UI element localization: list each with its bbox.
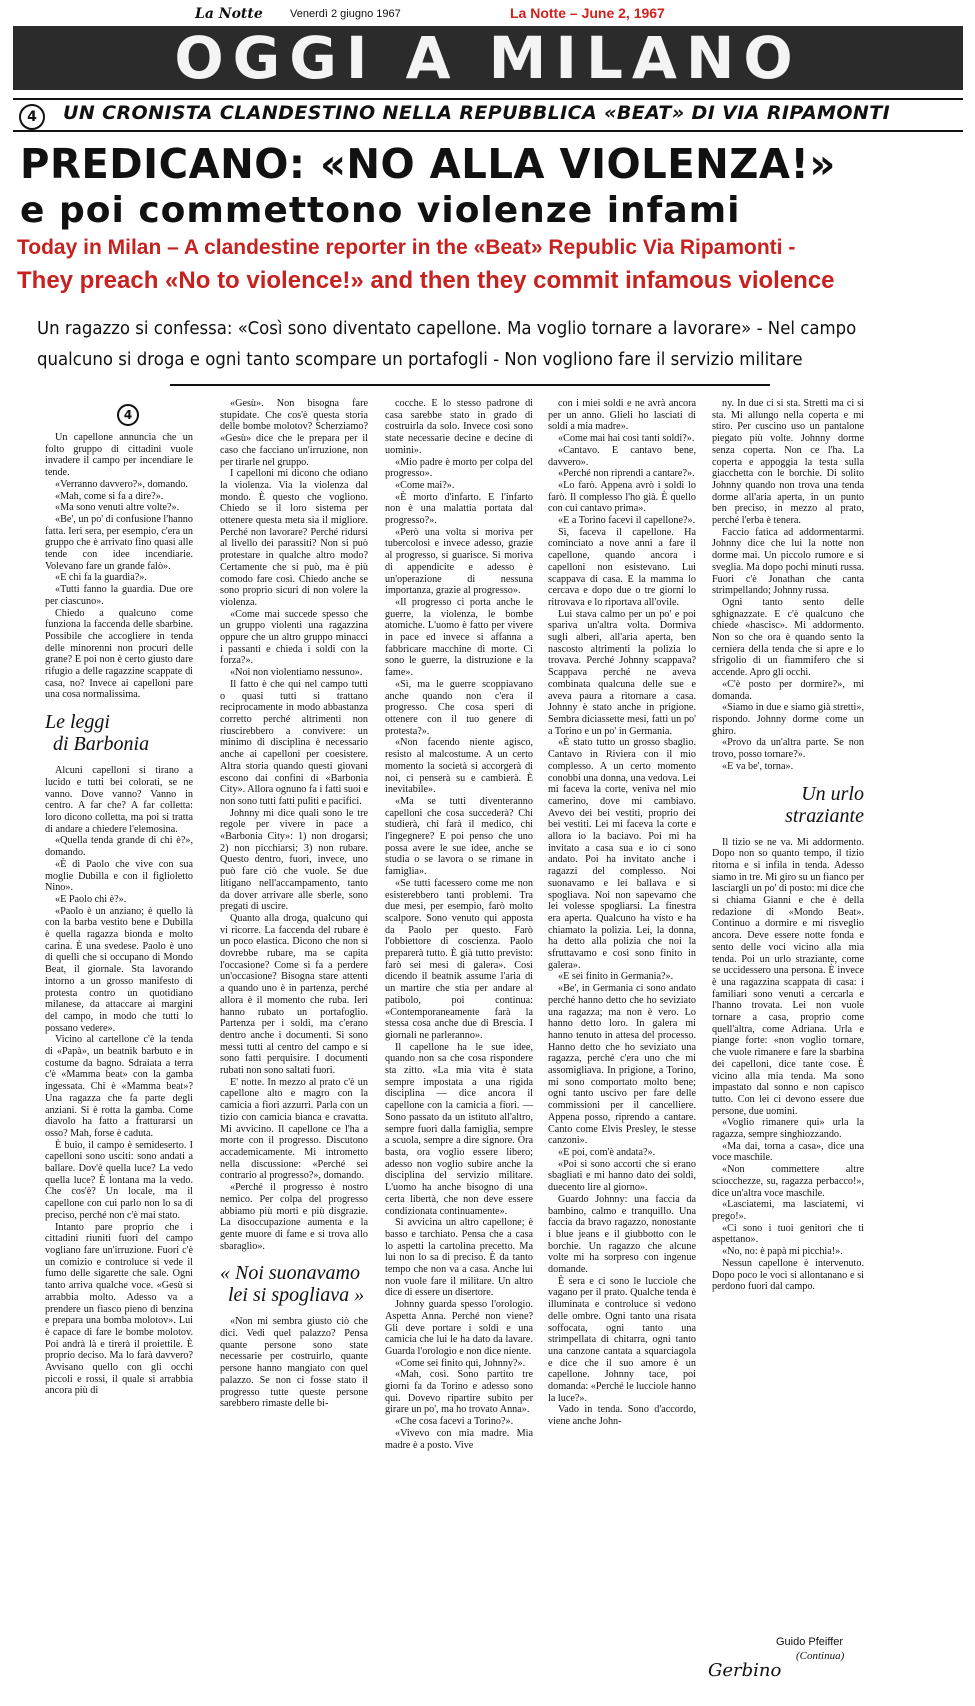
translation-line-2: They preach «No to violence!» and then they commit infamous violence — [17, 267, 835, 294]
article-paragraph: con i miei soldi e ne avrà ancora per un anno. Glieli ho lasciati di soldi a mia madre». — [548, 398, 696, 433]
article-paragraph: «Lasciatemi, ma lasciatemi, vi prego!». — [712, 1199, 864, 1222]
section-heading-line: Un urlo — [801, 782, 864, 805]
section-heading-leggi-barbonia — [45, 711, 193, 755]
article-paragraph: «Ma dai, torna a casa», dice una voce maschile. — [712, 1140, 864, 1164]
article-paragraph: «Poi si sono accorti che si erano sbagliati e mi hanno dato dei soldi, duecento lire al giorno». — [548, 1158, 696, 1194]
article-paragraph: Un capellone annuncia che un folto gruppo di cittadini vuole invadere il campo per incendiare le tende. — [45, 432, 193, 479]
article-paragraph: È buio, il campo è semideserto. I capelloni sono usciti: sono andati a ballare. Dov'è quella luce? La vedo quella luce? È lontana ma la vedo. Che cos'è? Un locale, ma il capellone con cui parlo non lo sa di preciso, perché non c'è mai stato. — [45, 1139, 193, 1221]
masthead — [0, 0, 975, 24]
article-paragraph: «Sì, ma le guerre scoppiavano anche quando non c'era il progresso. Che cosa speri di ottenere con il tuo genere di protesta?». — [385, 678, 533, 737]
article-column-2 — [220, 398, 368, 1696]
article-paragraph: «Come sei finito qui, Johnny?». — [395, 1357, 526, 1369]
article-column-3 — [385, 398, 533, 1696]
article-paragraph: Ogni tanto sento delle sghignazzate. E c'è qualcuno che chiede «hascisc». Mi addormento. Non so che ora è quando sento la cerniera della tenda che si apre e lo sfrigolio di un fiammifero che si accende. Apro gli occhi. — [712, 596, 864, 679]
article-paragraph: Vicino al cartellone c'è la tenda di «Papà», un beatnik barbuto e in costume da bagno. Sdraiata a terra c'è «Mamma beat» con la gamba ingessata. Chi è «Mamma beat»? Una ragazza che fa parte degli anziani. Si è rotta la gamba. Come diavolo ha fatto a fratturarsi un osso? Mah, forse è caduta. — [45, 1034, 193, 1139]
article-paragraph: «Tutti fanno la guardia. Due ore per ciascuno». — [45, 584, 193, 607]
article-paragraph: Johnny mi dice quali sono le tre regole per vivere in pace a «Barbonia City»: 1) non drogarsi; 2) non picchiarsi; 3) non rubare. Questo dentro, fuori, invece, uno può fare ciò che vuole. Se due litigano nell'accampamento, tanto da dover arrivare alle sberle, sono pregati di uscire. — [220, 807, 368, 913]
article-paragraph: «È di Paolo che vive con sua moglie Dubilla e con il figlioletto Nino». — [45, 858, 193, 894]
article-paragraph: Il tizio se ne va. Mi addormento. Dopo non so quanto tempo, il tizio ritorna e si infila in tenda. Adesso siamo in tre. Mi giro su un fianco per lasciargli un po' di posto: mi dice che si chiama Gianni e che è della redazione di «Mondo Beat». Continuo a dormire e mi risveglio ancora. Deve essere notte fonda e sento delle voci vicino alla mia tenda. Poi un urlo straziante, come se uccidessero una persona. È invece è una ragazzina scappata di casa: i familiari sono venuti a cercarla e l'hanno trovata. Lei non vuole tornare a casa, proprio come quell'altra, come Adriana. Urla e piange forte: «non voglio tornare, che vuole rimanere e fare la sbarbina dei capelloni, dice tante cose. È vicino alla mia tenda. Ma sono impastato dal sonno e non capisco tutto. Con lei ci devono essere due persone, due uomini. — [712, 836, 864, 1117]
article-paragraph: «Quella tenda grande di chi è?», domando. — [45, 835, 193, 859]
article-paragraph: È sera e ci sono le lucciole che vagano per il prato. Qualche tenda è illuminata e controluce si vedono delle ombre. Ogni tanto una risata soffocata, ogni tanto una strimpellata di chitarra, ogni tanto una canzone cantata a squarciagola e dice che il suo amore è un capellone. Johnny tace, poi domanda: «Perché le lucciole hanno la luce?». — [548, 1275, 696, 1404]
deck-line-2: qualcuno si droga e ogni tanto scompare un portafogli - Non vogliono fare il servizio militare — [37, 349, 803, 370]
article-paragraph: «Mah, così. Sono partito tre giorni fa da Torino e adesso sono qui. Dovevo ripartire subito per girare un po', ma ho trovato Anna». — [385, 1369, 533, 1416]
article-paragraph: Guardo Johnny: una faccia da bambino, calmo e tranquillo. Una faccia da bravo ragazzo, nonostante i blue jeans e il giubbotto con le borchie. Un ragazzo che alcune volte mi ha sorpreso con ingenue domande. — [548, 1193, 696, 1276]
column-2-paragraphs — [220, 398, 368, 1252]
article-paragraph: Vado in tenda. Sono d'accordo, viene anche John- — [548, 1404, 696, 1428]
section-heading-noi-suonavamo — [220, 1262, 368, 1306]
article-paragraph: «Non commettere altre sciocchezze, su, ragazza perbacco!», dice un'altra voce maschile. — [712, 1164, 864, 1199]
section-heading-line: straziante — [785, 804, 864, 827]
article-paragraph: Johnny guarda spesso l'orologio. Aspetta Anna. Perché non viene? Gli deve portare i soldi e una camicia che lui le ha dato da lavare. Guarda l'orologio e non dice niente. — [385, 1299, 533, 1357]
section-heading-line: di Barbonia — [53, 733, 150, 756]
article-paragraph: «Lo farò. Appena avrò i soldi lo farò. Il complesso l'ho già. È quello con cui cantavo prima». — [548, 479, 696, 515]
article-paragraph: Si avvicina un altro capellone; è basso e tarchiato. Pensa che a casa lo aspetti la cartolina precetto. Ma lui non lo sa di preciso. È da tanto tempo che non va a casa. Anche lui non vuole fare il militare. Un altro dice di essere un disertore. — [385, 1217, 533, 1299]
deck-line-1: Un ragazzo si confessa: «Così sono diventato capellone. Ma voglio tornare a lavorare» - Nel campo — [37, 318, 857, 339]
masthead-date: Venerdì 2 giugno 1967 — [290, 8, 401, 20]
article-paragraph: Intanto pare proprio che i cittadini riuniti fuori del campo vogliano fare un'irruzione. Fuori c'è un comizio e controluce si vede il fumo delle sigarette che sale. Ogni tanto arriva qualche voce. «Gesù si arrabbia molto. Adesso va a prendere un fiasco pieno di benzina e prepara una bomba molotov». Lui è capace di fare le bombe molotov. Poi andrà là e tirerà il proiettile. È proprio deciso. Ma lo farà davvero? Avvisano quello con gli occhi piccoli e rossi, il quale si arrabbia ancora più di — [45, 1221, 193, 1397]
headline-line-1: PREDICANO: «NO ALLA VIOLENZA!» — [20, 140, 836, 188]
column-1b-paragraphs — [45, 765, 193, 1397]
section-heading-line: « Noi suonavamo — [220, 1262, 360, 1285]
section-banner — [13, 26, 963, 90]
column-5b-paragraphs — [712, 837, 864, 1293]
continued-note: (Continua) — [796, 1650, 845, 1662]
article-paragraph: «Il progresso ci porta anche le guerre, la violenza, le bombe atomiche. L'uomo è fatto per vivere in pace ed invece si affanna a fabbricare macchine di morte. Ci sono le guerre, la distruzione e la fame». — [385, 596, 533, 679]
article-column-1 — [45, 398, 193, 1696]
divider-rule — [170, 384, 770, 386]
article-paragraph: «Ma se tutti diventeranno capelloni che cosa succederà? Chi studierà, chi farà il medico, chi l'ingegnere? E poi penso che uno possa avere le sue idee, anche se studia o se lavora o se rimane in famiglia». — [385, 795, 533, 878]
article-paragraph: «Vivevo con mia madre. Mia madre è a posto. Vive — [385, 1427, 533, 1451]
article-paragraph: «Ma sono venuti altre volte?». — [55, 502, 180, 514]
article-paragraph: «Che cosa facevi a Torino?». — [395, 1416, 514, 1428]
article-paragraph: «Come mai hai così tanti soldi?». — [558, 433, 695, 445]
article-paragraph: E' notte. In mezzo al prato c'è un capellone alto e magro con la camicia a fiori azzurri. Parla con un tizio con camicia bianca e cravatta. Mi avvicino. Il capellone ce l'ha a morte con il progresso. Discutono accademicamente. Mi intrometto nella discussione: «Perché sei contrario al progresso?», domando. — [220, 1076, 368, 1182]
article-paragraph: «Provo da un'altra parte. Se non trovo, posso tornare?». — [712, 737, 864, 761]
article-paragraph: «E Paolo chi è?». — [55, 893, 127, 905]
column-3-paragraphs — [385, 398, 533, 1451]
section-heading-line: Le leggi — [45, 711, 110, 734]
article-paragraph: «Perché il progresso è nostro nemico. Per colpa del progresso abbiamo più morti e più disgrazie. La disoccupazione aumenta e la gente muore di fame e si trova allo sbaraglio». — [220, 1182, 368, 1252]
article-paragraph: Il fatto è che qui nel campo tutti o quasi tutti si trattano reciprocamente in modo abbastanza corretto perché altrimenti non riuscirebbero a convivere: un minimo di disciplina è necessario anche ai capelloni per coesistere. Altra storia quando questi giovani escono dai confini di «Barbonia City». Allora ognuno fa i fatti suoi e non sono tutti fatti puliti e pacifici. — [220, 678, 368, 807]
author-signature: Guido Pfeiffer — [776, 1636, 844, 1648]
article-paragraph: «Come mai succede spesso che un gruppo violenti una ragazzina oppure che un altro gruppo minacci i passanti e chieda i soldi con la forza?». — [220, 608, 368, 667]
handwritten-stamp: Gerbino — [708, 1660, 782, 1681]
article-paragraph: «E va be', torna». — [722, 760, 794, 772]
article-paragraph: «Voglio rimanere qui» urla la ragazza, sempre singhiozzando. — [712, 1117, 864, 1141]
article-paragraph: «E poi, com'è andata?». — [558, 1147, 656, 1158]
article-paragraph: «E chi fa la guardia?». — [55, 572, 147, 584]
column-4-paragraphs — [548, 398, 696, 1428]
article-paragraph: I capelloni mi dicono che odiano la violenza. Via la violenza dal mondo. È questo che vogliono. Chiedo se il loro sistema per ottenere questa meta sia il migliore. Perché non lavorare? Perché ridursi al livello dei parassiti? Non si può protestare in qualche altro modo? Certamente che si può, ma è più comodo fare così. Chiedo anche se sono proprio sicuri di non volere la violenza. — [220, 468, 368, 608]
article-column-4 — [548, 398, 696, 1696]
article-paragraph: «No, no: è papà mi picchia!». — [722, 1246, 843, 1258]
subhead-text: UN CRONISTA CLANDESTINO NELLA REPUBBLICA «BEAT» DI VIA RIPAMONTI — [63, 102, 891, 124]
article-paragraph: «E sei finito in Germania?». — [558, 971, 674, 983]
article-paragraph: Faccio fatica ad addormentarmi. Johnny dice che lui la notte non dorme mai. Un piccolo rumore e si sveglia. Ma dopo pochi minuti russa. Fuori c'è Jonathan che canta strimpellando; Johnny russa. — [712, 526, 864, 597]
article-paragraph: «Se tutti facessero come me non esisterebbero tanti problemi. Tra due mesi, per esempio, farò molto scalpore. Sono venuto qui apposta da Paolo per questo. Farò l'obbiettore di coscienza. Paolo preparerà tutto. È già tutto previsto: farò sei mesi di galera». Così dicendo il beatnik assume l'aria di un martire che stia per andare al patibolo, poi continua: «Contemporaneamente farà la stessa cosa anche due di Brescia. I giornali ne parleranno». — [385, 877, 533, 1041]
episode-number-badge: 4 — [19, 104, 45, 130]
article-paragraph: «Non facendo niente agisco, resisto al malcostume. A un certo momento la società si accorgerà di noi, ci penserà su e cambierà. È inevitabile». — [385, 737, 533, 796]
article-paragraph: Quanto alla droga, qualcuno qui vi ricorre. La faccenda del rubare è un poco elastica. Dicono che non si dovrebbe rubare, ma se capita l'occasione? Come si fa a perdere un'occasione? Bisogna stare attenti a quando uno è in partenza, perché allora è il momento che ruba. Ieri hanno rubato un portafoglio. Partenza per i soldi, ma c'erano dentro anche i documenti. Si sono messi tutti al centro del campo e si sono fatti perquisire. I documenti rubati non sono saltati fuori. — [220, 912, 368, 1077]
article-paragraph: «Mio padre è morto per colpa del progresso». — [385, 456, 533, 480]
article-paragraph: ny. In due ci si sta. Stretti ma ci si sta. Mi allungo nella coperta e mi stiro. Per cuscino uso un pantalone piegato più volte. Johnny dorme senza coperta. Non ce l'ha. La coperta e appoggia la testa sulla giacchetta con le borchie. Di solito Johnny quando non trova una tenda dorme all'aria aperta, in un punto ben preciso, in mezzo al prato, perché l'erba è tenera. — [712, 398, 864, 527]
article-column-5 — [712, 398, 864, 1688]
article-paragraph: Nessun capellone è intervenuto. Dopo poco le voci si allontanano e si perdono fuori dal campo. — [712, 1257, 864, 1293]
article-paragraph: «Ci sono i tuoi genitori che ti aspettano». — [712, 1222, 864, 1246]
article-paragraph: Sì, faceva il capellone. Ha cominciato a nove anni a fare il capellone, quando ancora i capelloni non esistevano. Lui scappava di casa. E la mamma lo cercava e dopo due o tre giorni lo ritrovava e lo riportava all'ovile. — [548, 526, 696, 608]
article-paragraph: «Mah, come si fa a dire?». — [55, 490, 164, 502]
image-caption: La Notte – June 2, 1967 — [510, 5, 665, 21]
article-paragraph: cocche. E lo stesso padrone di casa sarebbe stato in grado di costruirla da solo. Invece così sono state necessarie decine e decine di uomini». — [385, 398, 533, 456]
article-paragraph: «Cantavo. E cantavo bene, davvero». — [548, 444, 696, 468]
article-paragraph: «Be', un po' di confusione l'hanno fatta. Ieri sera, per esempio, c'era un gruppo che è arrivato fino quasi alle tende con idee incendiarie. Volevano fare un grande falò». — [45, 513, 193, 572]
masthead-paper-name: La Notte — [195, 6, 263, 22]
article-paragraph: «Perché non riprendi a cantare?». — [558, 468, 695, 480]
column-number-badge: 4 — [117, 404, 139, 426]
article-paragraph: Chiedo a qualcuno come funziona la faccenda delle sbarbine. Possibile che accogliere in tenda delle minorenni non procuri delle grane? E poi non è certo giusto dare rifugio a delle ragazzine scappate di casa, no? Invece ai capelloni pare una cosa normalissima. — [45, 607, 193, 701]
article-paragraph: «C'è posto per dormire?», mi domanda. — [712, 678, 864, 702]
article-paragraph: «E a Torino facevi il capellone?». — [558, 515, 696, 527]
column-1-paragraphs — [45, 432, 193, 701]
article-paragraph: «È morto d'infarto. E l'infarto non è una malattia portata dal progresso?». — [385, 491, 533, 527]
article-paragraph: «Però una volta si moriva per tubercolosi e invece adesso, grazie al progresso, si guarisce. Si moriva di appendicite e adesso è un'operazione di nessuna importanza, grazie al progresso». — [385, 526, 533, 597]
article-paragraph: «Be', in Germania ci sono andato perché hanno detto che ho seviziato una ragazza; ma non è vero. Lo hanno detto loro. In galera mi hanno tenuto in attesa del processo. Hanno detto che ho seviziato una ragazza, perché c'era uno che mi assomigliava. In prigione, a Torino, mi sono comportato molto bene; ogni tanto uscivo per fare delle commissioni per il cancelliere. Appena posso, riprendo a cantare. Canto come Elvis Presley, le stesse canzoni». — [548, 983, 696, 1147]
article-paragraph: «Come mai?». — [395, 479, 455, 491]
section-heading-urlo-straziante — [712, 783, 864, 827]
article-paragraph: Il capellone ha le sue idee, quando non sa che cosa rispondere sta zitto. «La mia vita è stata sempre impostata a una rigida disciplina — dice ancora il capellone con la camicia a fiori. — Sono passato da un istituto all'altro, sempre fuori dalla famiglia, sempre a scuola, sempre a dire signore. Ora basta, ora voglio essere libero; adesso non voglio subire anche la disciplina del servizio militare. L'uomo ha anche bisogno di una certa libertà, che non deve essere condizionata continuamente». — [385, 1041, 533, 1217]
banner-title: OGGI A MILANO — [174, 26, 802, 90]
article-paragraph: «Non mi sembra giusto ciò che dici. Vedi quel palazzo? Pensa quante persone sono state necessarie per costruirlo, quante persone hanno mangiato con quel palazzo. Se non ci fosse stato il progresso tutte queste persone sarebbero rimaste delle bi- — [220, 1316, 368, 1410]
headline-line-2: e poi commettono violenze infami — [20, 190, 741, 231]
section-heading-line: lei si spogliava » — [228, 1284, 365, 1307]
article-paragraph: «Noi non violentiamo nessuno». — [230, 667, 363, 679]
article-paragraph: «È stato tutto un grosso sbaglio. Cantavo in Riviera con il mio complesso. A un certo momento conobbi una donna, una vedova. Lei mi faceva la corte, veniva nel mio camerino, dove mi cambiavo. Avevo dei bei vestiti, proprio dei bei vestiti. Lei mi faceva la corte e allora io la baciavo. Poi mi ha invitato a casa sua e io ci sono andato. Poi ha invitato anche i ragazzi del complesso. Noi suonavamo e lei ballava e si spogliava. Noi non sapevamo che lei volesse spogliarsi. La finestra era aperta. Qualcuno ha visto e ha chiamato la polizia. Lei, la donna, ha detto alla polizia che noi la sfruttavamo e così sono finito in galera». — [548, 737, 696, 971]
article-paragraph: «Siamo in due e siamo già stretti», rispondo. Johnny dorme come un ghiro. — [712, 702, 864, 737]
column-5-paragraphs — [712, 398, 864, 773]
subhead-bar — [13, 98, 963, 132]
article-paragraph: «Verranno davvero?», domando. — [55, 478, 188, 490]
article-paragraph: «Gesù». Non bisogna fare stupidate. Che cos'è questa storia delle bombe molotov? Scherziamo? «Gesù» dice che le prepara per il caso che facciano un'irruzione, non per tirarle nel gruppo. — [220, 398, 368, 468]
article-paragraph: Lui stava calmo per un po' e poi spariva un'altra volta. Dormiva sugli alberi, all'aria aperta, ben nascosto altrimenti la polizia lo trovava. Perché Johnny scappava? Scappava perché ne aveva combinata qualcuna delle sue e aveva paura a ritornare a casa. Johnny è stato anche in prigione. Sembra diciassette mesi, fatti un po' a Torino e un po' in Germania. — [548, 608, 696, 737]
article-paragraph: Alcuni capelloni si tirano a lucido e tutti bei colorati, se ne vanno. Dove vanno? Vanno in centro. A far che? A far colletta: loro dicono colletta, ma poi si tratta di andare a chiedere l'elemosina. — [45, 765, 193, 835]
translation-line-1: Today in Milan – A clandestine reporter in the «Beat» Republic Via Ripamonti - — [17, 236, 796, 259]
article-paragraph: «Paolo è un anziano; è quello là con la barba vestito bene e Dubilla è quella ragazza bionda e molto carina. È una svedese. Paolo è uno di quelli che si occupano di Mondo Beat, il giornale. Sta lavorando intorno a un grosso manifesto di protesta contro un quotidiano milanese, da attaccare ai margini del campo, in modo che tutti lo possano vedere». — [45, 905, 193, 1034]
column-2b-paragraphs — [220, 1316, 368, 1410]
